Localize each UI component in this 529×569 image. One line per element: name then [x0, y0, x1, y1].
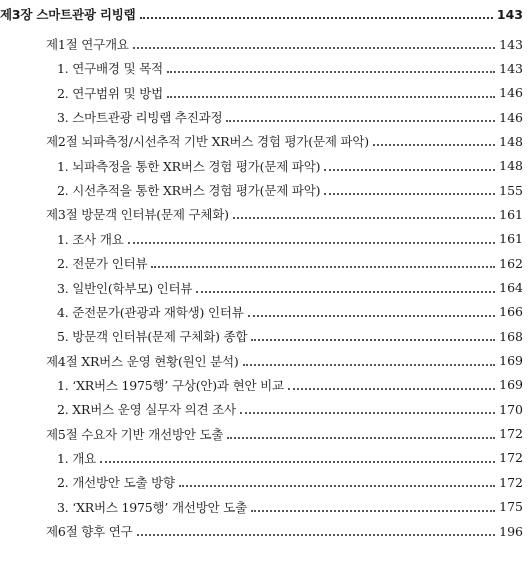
item-title: 4. 준전문가(관광과 재학생) 인터뷰 — [57, 304, 244, 320]
item-title: 1. 조사 개요 — [57, 231, 124, 247]
item-title: 2. 시선추적을 통한 XR버스 경험 평가(문제 파악) — [57, 183, 321, 199]
chapter-title: 제3장 스마트관광 리빙랩 — [0, 7, 136, 22]
dot-leader — [251, 510, 495, 512]
toc-item-row[interactable] — [0, 446, 523, 470]
dot-leader — [251, 339, 495, 341]
dot-leader — [133, 47, 495, 49]
dot-leader — [128, 242, 496, 244]
page-number: 168 — [499, 328, 523, 344]
item-title: 2. XR버스 운영 실무자 의견 조사 — [57, 402, 236, 418]
page-number: 161 — [499, 206, 523, 222]
page-number: 146 — [499, 109, 523, 125]
page-number: 172 — [499, 426, 523, 442]
toc-item-row[interactable] — [0, 397, 523, 421]
toc-item-row[interactable] — [0, 300, 523, 324]
page-number: 170 — [499, 401, 523, 417]
toc-item-row[interactable] — [0, 324, 523, 348]
item-title: 1. 개요 — [57, 450, 97, 466]
page-number: 146 — [499, 85, 523, 101]
toc-item-row[interactable] — [0, 105, 523, 129]
toc-item-row[interactable] — [0, 81, 523, 105]
page-number: 164 — [499, 280, 523, 295]
page-number: 169 — [499, 353, 523, 369]
page-number: 166 — [499, 304, 523, 320]
dot-leader — [196, 291, 495, 293]
page-number: 162 — [499, 255, 523, 271]
dot-leader — [373, 144, 495, 146]
item-title: 5. 방문객 인터뷰(문제 구체화) 종합 — [57, 329, 248, 345]
page-number: 143 — [496, 6, 523, 22]
page-number: 143 — [499, 60, 523, 76]
toc-item-row[interactable] — [0, 373, 523, 397]
toc-section-row[interactable] — [0, 32, 523, 56]
section-title: 제1절 연구개요 — [46, 37, 129, 52]
page-number: 155 — [499, 182, 523, 198]
dot-leader — [324, 193, 495, 195]
dot-leader — [248, 315, 496, 317]
toc-item-row[interactable] — [0, 178, 523, 202]
item-title: 1. ‘XR버스 1975행’ 구상(안)과 현안 비교 — [57, 377, 284, 393]
page-number: 161 — [499, 231, 523, 247]
toc-item-row[interactable] — [0, 56, 523, 80]
item-title: 3. 일반인(학부모) 인터뷰 — [57, 280, 193, 296]
dot-leader — [240, 412, 495, 414]
toc-item-row[interactable] — [0, 470, 523, 494]
toc-section-row[interactable] — [0, 349, 523, 373]
toc-item-row[interactable] — [0, 276, 523, 300]
dot-leader — [140, 17, 493, 19]
section-title: 제6절 향후 연구 — [46, 524, 133, 539]
item-title: 3. 스마트관광 리빙랩 추진과정 — [57, 110, 223, 126]
section-title: 제4절 XR버스 운영 현황(원인 분석) — [46, 353, 239, 369]
item-title: 2. 개선방안 도출 방향 — [57, 475, 175, 491]
dot-leader — [151, 266, 495, 268]
section-title: 제5절 수요자 기반 개선방안 도출 — [46, 426, 224, 442]
page-number: 172 — [499, 474, 523, 490]
item-title: 2. 연구범위 및 방법 — [57, 85, 163, 101]
page-number: 175 — [499, 499, 523, 515]
item-title: 1. 뇌파측정을 통한 XR버스 경험 평가(문제 파악) — [57, 158, 321, 174]
toc-chapter-heading[interactable] — [0, 2, 523, 26]
item-title: 3. ‘XR버스 1975행’ 개선방안 도출 — [57, 499, 247, 515]
toc-item-row[interactable] — [0, 227, 523, 251]
dot-leader — [226, 120, 495, 122]
page-number: 196 — [499, 523, 523, 539]
dot-leader — [167, 96, 495, 98]
page-number: 148 — [499, 158, 523, 174]
section-title: 제2절 뇌파측정/시선추적 기반 XR버스 경험 평가(문제 파악) — [46, 134, 369, 150]
dot-leader — [167, 71, 495, 73]
dot-leader — [227, 437, 495, 439]
toc-item-row[interactable] — [0, 495, 523, 519]
dot-leader — [137, 534, 496, 536]
toc-section-row[interactable] — [0, 422, 523, 446]
page-number: 169 — [499, 377, 523, 393]
page-number: 143 — [499, 36, 523, 52]
item-title: 1. 연구배경 및 목적 — [57, 61, 163, 77]
toc-section-row[interactable] — [0, 129, 523, 153]
dot-leader — [324, 169, 495, 171]
dot-leader — [179, 485, 495, 487]
dot-leader — [288, 388, 495, 390]
toc-item-row[interactable] — [0, 251, 523, 275]
toc-item-row[interactable] — [0, 154, 523, 178]
toc-section-row[interactable] — [0, 519, 523, 543]
item-title: 2. 전문가 인터뷰 — [57, 256, 148, 272]
toc-section-row[interactable] — [0, 202, 523, 226]
dot-leader — [100, 461, 495, 463]
dot-leader — [233, 217, 495, 219]
page-number: 172 — [499, 450, 523, 466]
dot-leader — [243, 364, 496, 366]
page-number: 148 — [499, 133, 523, 149]
section-title: 제3절 방문객 인터뷰(문제 구체화) — [46, 207, 229, 223]
